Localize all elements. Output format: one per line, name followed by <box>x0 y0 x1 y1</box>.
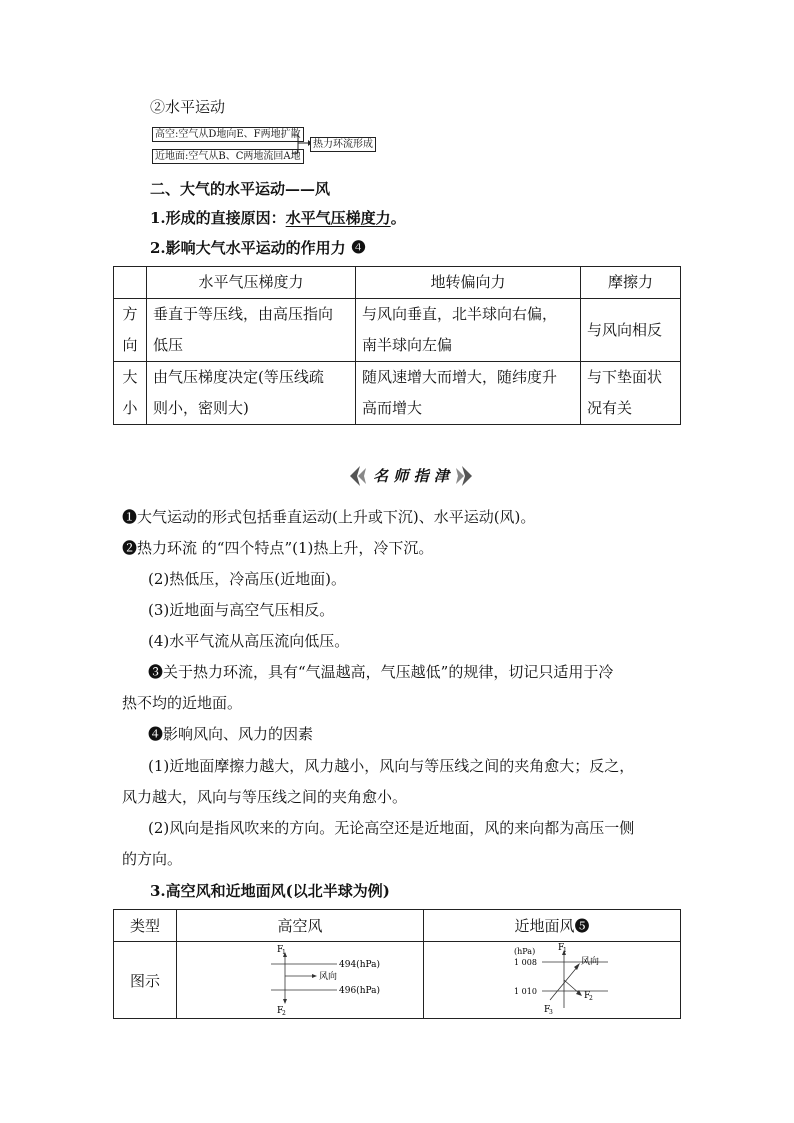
upper-f2-sub: 2 <box>282 1010 286 1017</box>
banner-text: 名 师 指 津 <box>373 467 449 485</box>
subtitle-horizontal-motion: ②水平运动 <box>150 98 226 116</box>
surface-unit: (hPa) <box>514 947 536 956</box>
wind-table-header-surface: 近地面风❺ <box>424 910 681 942</box>
item2-mark: ❹ <box>350 238 367 258</box>
note-2-4: (4)水平气流从高压流向低压。 <box>148 632 350 650</box>
force-table-header-friction: 摩擦力 <box>581 267 681 299</box>
force-table-row-size <box>114 362 681 425</box>
wind-table-row-label: 图示 <box>114 942 177 1019</box>
row-size-label: 大 小 <box>114 362 147 425</box>
upper-iso-top: 494(hPa) <box>339 960 381 970</box>
surface-wind-label: 风向 <box>581 957 600 967</box>
upper-wind-diagram-cell <box>177 942 424 1019</box>
note-2-2: (2)热低压，冷高压(近地面)。 <box>148 570 346 588</box>
item1-answer: 水平气压梯度力 <box>285 209 391 227</box>
surface-f3-sub: 3 <box>549 1009 553 1016</box>
surface-f3-label: F <box>544 1005 551 1015</box>
upper-wind-diagram <box>177 942 423 1018</box>
force-table-header-coriolis: 地转偏向力 <box>356 267 581 299</box>
wind-table-header-upper: 高空风 <box>177 910 424 942</box>
wind-table <box>113 909 681 1019</box>
surface-iso-bottom: 1 010 <box>514 987 537 996</box>
upper-wind-label: 风向 <box>319 972 338 982</box>
flow-connector <box>290 130 312 158</box>
force-table-row-direction <box>114 299 681 362</box>
force-table-header-pgf: 水平气压梯度力 <box>147 267 356 299</box>
wind-table-header-type: 类型 <box>114 910 177 942</box>
note-2: ❷热力环流 的“四个特点”(1)热上升，冷下沉。 <box>122 539 434 557</box>
force-table-header-empty <box>114 267 147 299</box>
surface-f2-label: F <box>584 991 591 1001</box>
row-direction-coriolis: 与风向垂直，北半球向右偏， 南半球向左偏 <box>356 299 581 362</box>
section2-title: 二、大气的水平运动——风 <box>150 180 331 198</box>
row-size-pgf: 由气压梯度决定(等压线疏 则小，密则大) <box>147 362 356 425</box>
row-size-coriolis: 随风速增大而增大，随纬度升 高而增大 <box>356 362 581 425</box>
row-direction-friction: 与风向相反 <box>581 299 681 362</box>
item1-suffix: 。 <box>390 209 406 227</box>
surface-wind-diagram <box>424 942 680 1018</box>
item2-title-text: 2.影响大气水平运动的作用力 <box>150 239 346 257</box>
note-2-3: (3)近地面与高空气压相反。 <box>148 601 335 619</box>
note-4-2-line2: 的方向。 <box>122 850 183 868</box>
row-direction-label: 方 向 <box>114 299 147 362</box>
surface-wind-diagram-cell <box>424 942 681 1019</box>
note-1: ❶大气运动的形式包括垂直运动(上升或下沉)、水平运动(风)。 <box>122 508 536 526</box>
row-size-friction: 与下垫面状 况有关 <box>581 362 681 425</box>
section3-title: 3.高空风和近地面风(以北半球为例) <box>150 882 390 900</box>
item1 <box>150 208 406 228</box>
item2-title <box>150 238 366 258</box>
force-table <box>113 266 681 425</box>
upper-f1-sub: 1 <box>282 949 286 956</box>
surface-f2-sub: 2 <box>589 995 593 1002</box>
note-4-1-line2: 风力越大，风向与等压线之间的夹角愈小。 <box>122 788 408 806</box>
note-3-line2: 热不均的近地面。 <box>122 694 243 712</box>
note-4-1-line1: (1)近地面摩擦力越大，风力越小，风向与等压线之间的夹角愈大；反之， <box>148 757 635 775</box>
flow-box-lower: 近地面:空气从B、C两地流回A地 <box>152 149 304 164</box>
flow-box-upper: 高空:空气从D地向E、F两地扩散 <box>152 127 304 142</box>
flow-box-result: 热力环流形成 <box>310 137 376 152</box>
surface-f1-sub: 1 <box>563 947 567 954</box>
tips-banner <box>346 462 476 490</box>
upper-f2-label: F <box>277 1006 284 1016</box>
surface-f1-label: F <box>558 943 565 953</box>
item1-prefix: 1.形成的直接原因： <box>150 209 286 227</box>
row-direction-pgf: 垂直于等压线，由高压指向 低压 <box>147 299 356 362</box>
upper-f1-label: F <box>277 945 284 955</box>
surface-iso-top: 1 008 <box>514 958 537 967</box>
upper-iso-bottom: 496(hPa) <box>339 986 381 996</box>
note-4: ❹影响风向、风力的因素 <box>148 725 314 743</box>
note-3-line1: ❸关于热力环流，具有“气温越高，气压越低”的规律，切记只适用于冷 <box>148 663 614 681</box>
note-4-2-line1: (2)风向是指风吹来的方向。无论高空还是近地面，风的来向都为高压一侧 <box>148 819 635 837</box>
